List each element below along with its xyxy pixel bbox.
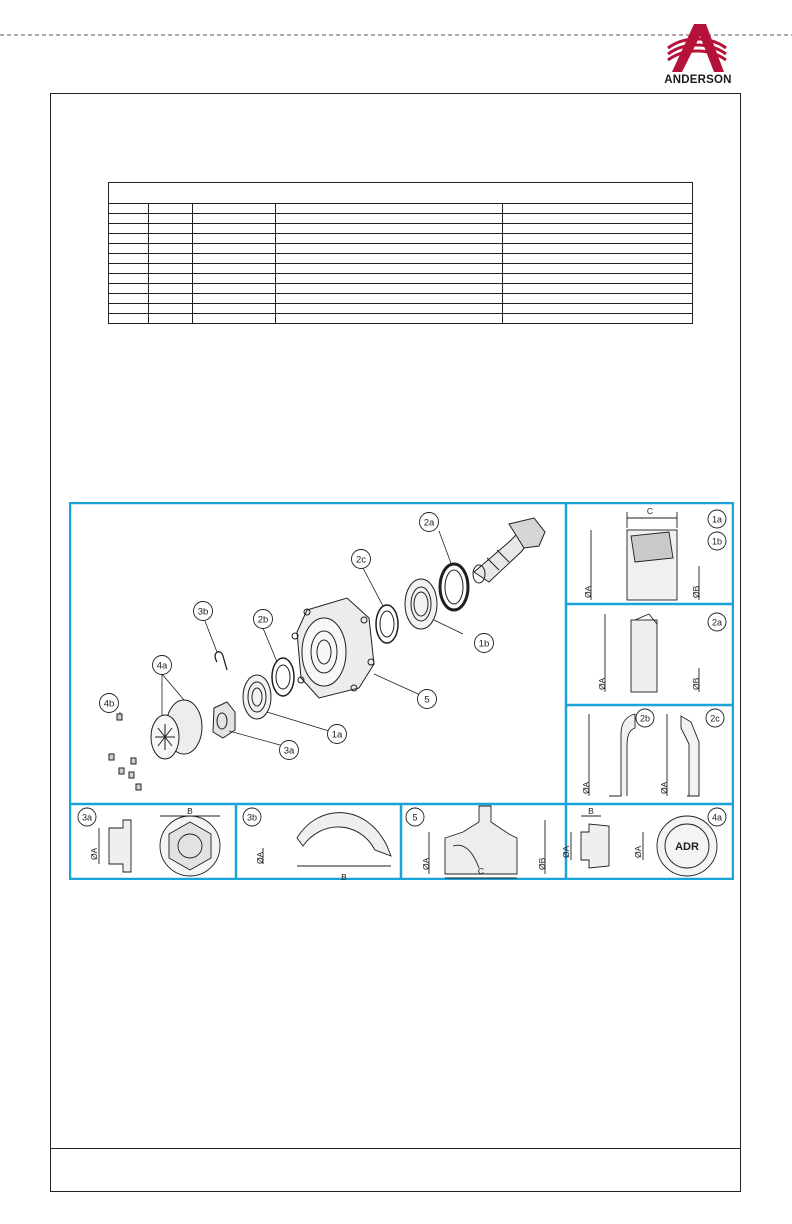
callout-1a — [328, 725, 347, 744]
callout-5-detail: 5 — [412, 812, 418, 823]
callout-4b — [100, 694, 119, 713]
callout-4a — [153, 656, 172, 675]
detail-nut-3a — [78, 806, 220, 876]
table-row — [109, 244, 693, 254]
dim-b-4a: B — [588, 806, 594, 816]
dim-c-5: C — [477, 866, 485, 876]
callout-2c — [352, 550, 371, 569]
seal-2b-part — [272, 658, 294, 696]
seal-2a-part — [440, 564, 468, 610]
dim-dia-a-2: ØA — [597, 677, 607, 690]
table-row — [109, 264, 693, 274]
dim-dia-b-5: ØB — [537, 857, 547, 870]
table-row — [109, 234, 693, 244]
table-row — [109, 274, 693, 284]
dim-dia-a-4a-1: ØA — [561, 845, 571, 858]
dim-dia-a-3: ØA — [581, 781, 591, 794]
callout-3b-detail: 3b — [246, 812, 258, 823]
dim-dia-a-3b: ØA — [255, 851, 265, 864]
dim-dia-a-4a-2: ØA — [633, 845, 643, 858]
callout-2b-detail: 2b — [639, 713, 651, 724]
callout-2a-detail: 2a — [711, 617, 723, 628]
dim-dia-a-5: ØA — [421, 857, 431, 870]
callout-3b — [194, 602, 213, 621]
dim-dia-b-2: ØB — [691, 677, 701, 690]
callout-2b-label: 2b — [257, 614, 269, 626]
adr-badge: ADR — [675, 841, 699, 853]
callout-4a-label: 4a — [156, 660, 168, 672]
exploded-view — [109, 518, 545, 790]
detail-cap-4a — [561, 806, 726, 876]
callout-3a-detail: 3a — [81, 812, 93, 823]
table-row — [109, 204, 693, 214]
spindle-part — [473, 518, 545, 583]
clip-3b-part — [215, 652, 227, 670]
table-row — [109, 284, 693, 294]
hub-assembly-diagram — [69, 502, 734, 880]
brand-name: ANDERSON — [664, 74, 732, 86]
dim-dia-a-1: ØA — [583, 585, 593, 598]
bearing-1b-part — [405, 579, 437, 629]
callout-4a-detail: 4a — [711, 812, 723, 823]
table-row — [109, 294, 693, 304]
callout-3b-label: 3b — [197, 606, 209, 618]
table-row — [109, 254, 693, 264]
dim-dia-a-4: ØA — [659, 781, 669, 794]
dim-dia-a-3a: ØA — [89, 847, 99, 860]
callout-1a-detail: 1a — [711, 514, 723, 525]
callout-1b-detail: 1b — [711, 536, 723, 547]
callout-5 — [418, 690, 437, 709]
dim-b-3a: B — [187, 806, 193, 816]
parts-table — [108, 182, 693, 324]
callout-3a-label: 3a — [283, 745, 295, 757]
table-row — [109, 304, 693, 314]
table-row — [109, 214, 693, 224]
bearing-1a-part — [243, 675, 271, 719]
hub-5-part — [292, 598, 374, 698]
callout-3a — [280, 741, 299, 760]
table-row — [109, 224, 693, 234]
callout-1b — [475, 634, 494, 653]
bolts-4b-part — [109, 714, 141, 790]
callout-2b — [254, 610, 273, 629]
callout-4b-label: 4b — [103, 698, 115, 710]
seal-2c-part — [376, 605, 398, 643]
detail-clip-3b — [243, 808, 391, 880]
callout-2a-label: 2a — [423, 517, 435, 529]
table-row — [109, 314, 693, 324]
dim-dia-b-1: ØB — [691, 585, 701, 598]
cap-4a-part — [151, 700, 202, 759]
detail-bearing — [583, 506, 726, 600]
detail-seal-2b-2c — [581, 709, 724, 796]
callout-1a-label: 1a — [331, 729, 343, 741]
callout-2c-label: 2c — [355, 554, 367, 566]
callout-5-label: 5 — [424, 694, 430, 706]
nut-3a-part — [213, 702, 235, 738]
callout-1b-label: 1b — [478, 638, 490, 650]
dim-b-3b: B — [341, 872, 347, 880]
detail-hub-5 — [406, 806, 547, 878]
detail-seal-2a — [597, 613, 726, 692]
table-title — [109, 183, 693, 204]
footer-divider — [50, 1148, 741, 1149]
table-body — [109, 204, 693, 324]
dim-c-1: C — [646, 506, 654, 516]
callout-2c-detail: 2c — [710, 713, 720, 724]
callout-2a — [420, 513, 439, 532]
